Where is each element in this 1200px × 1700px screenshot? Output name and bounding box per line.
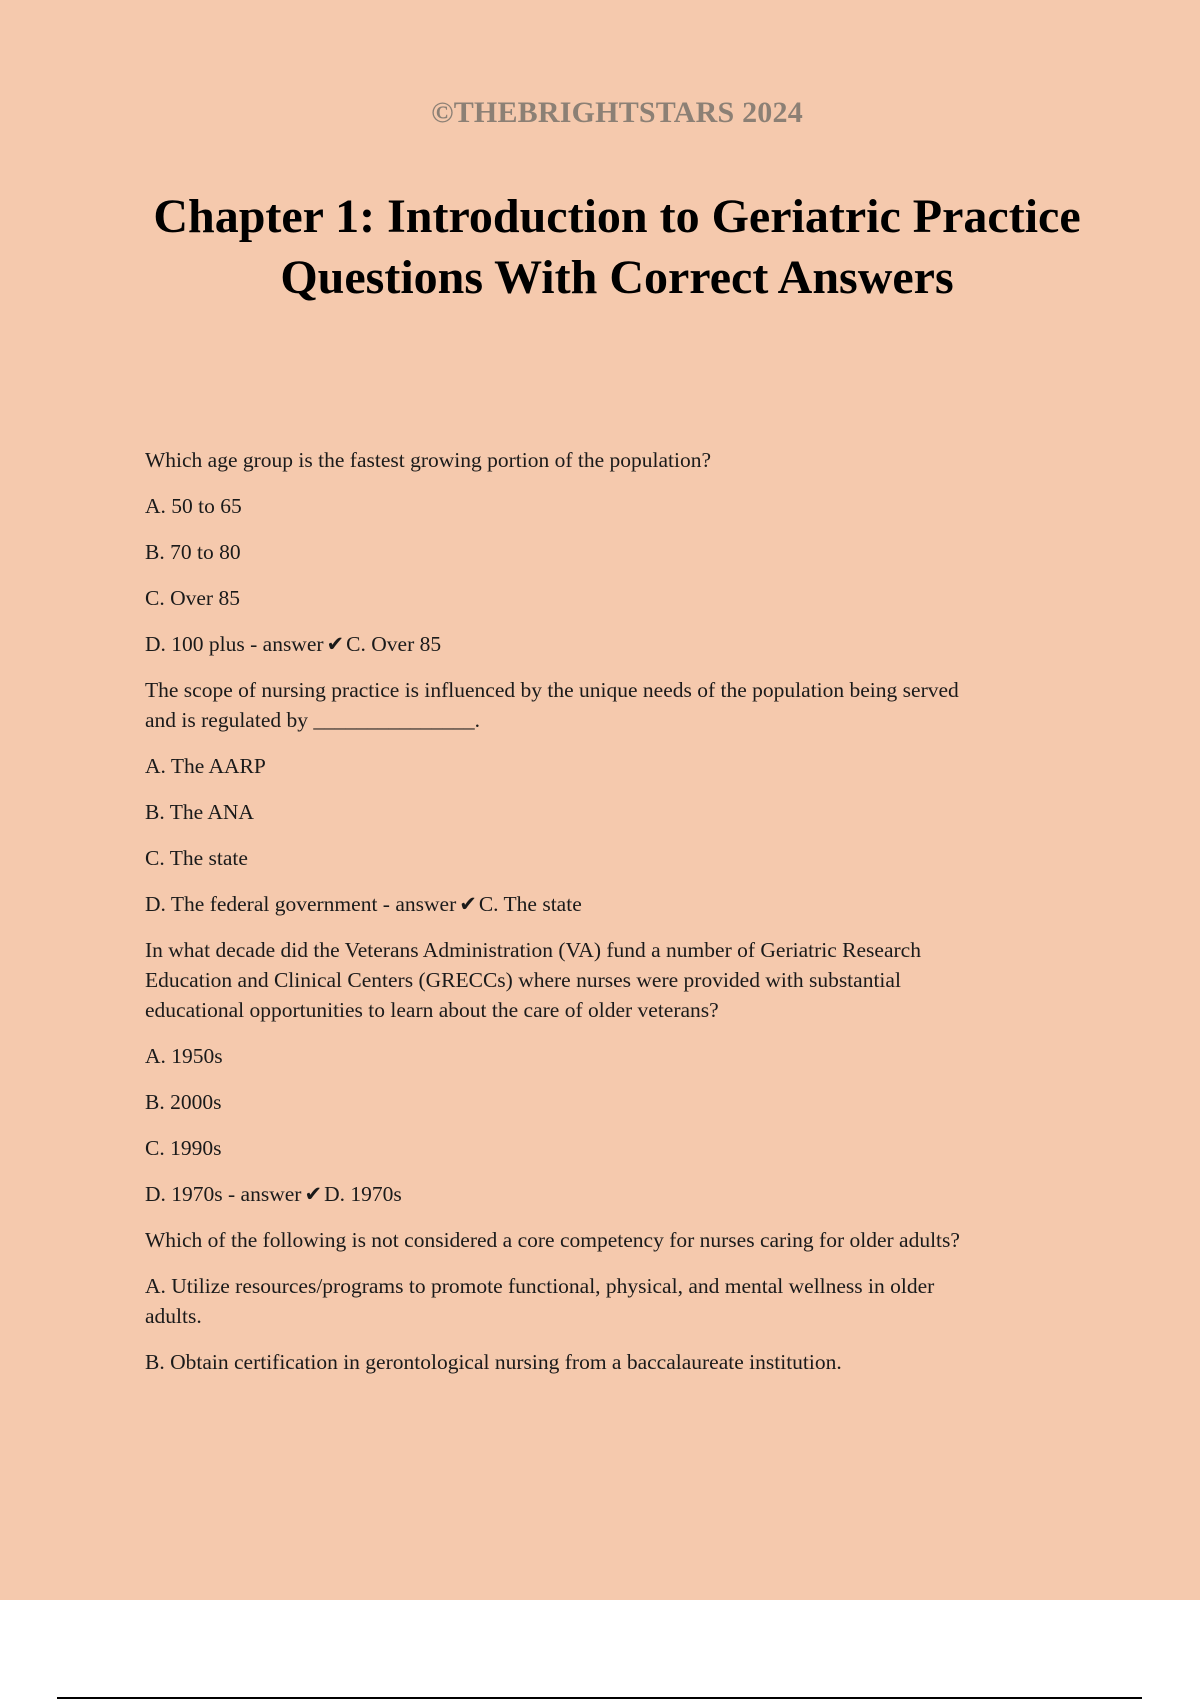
question-3-option-a: A. 1950s	[145, 1044, 223, 1068]
question-2-option-d: D. The federal government - answer	[145, 892, 457, 916]
question-4-option-a-line-2: adults.	[145, 1304, 202, 1328]
question-1-text: Which age group is the fastest growing portion of the population?	[145, 448, 712, 472]
page-divider	[57, 1697, 1142, 1699]
question-2-option-a: A. The AARP	[145, 754, 266, 778]
question-2-option-d-answer	[145, 889, 1085, 919]
page-title-line-1: Chapter 1: Introduction to Geriatric Practice	[153, 190, 1081, 243]
question-2-text-line-2: and is regulated by _______________.	[145, 708, 480, 732]
page-title-line-2: Questions With Correct Answers	[280, 251, 954, 304]
question-3-option-d-answer	[145, 1179, 1085, 1209]
check-mark-icon: ✔	[459, 892, 477, 916]
question-1-option-d: D. 100 plus - answer	[145, 632, 324, 656]
question-1-option-a: A. 50 to 65	[145, 494, 242, 518]
check-mark-icon: ✔	[304, 1182, 323, 1206]
question-2-option-b: B. The ANA	[145, 800, 254, 824]
copyright-watermark: ©THEBRIGHTSTARS 2024	[431, 96, 803, 129]
question-1-option-d-answer	[145, 629, 1085, 659]
question-3-option-b: B. 2000s	[145, 1090, 222, 1114]
question-3-text	[145, 935, 1085, 1025]
check-mark-icon: ✔	[326, 632, 345, 656]
question-3-text-line-3: educational opportunities to learn about the care of older veterans?	[145, 998, 719, 1022]
question-4-text: Which of the following is not considered a core competency for nurses caring for older adults?	[145, 1228, 960, 1252]
question-2-text-line-1: The scope of nursing practice is influenced by the unique needs of the population being served	[145, 678, 959, 702]
question-2-option-c: C. The state	[145, 846, 248, 870]
question-3-option-d: D. 1970s - answer	[145, 1182, 302, 1206]
question-list	[145, 445, 1085, 1393]
question-3-text-line-1: In what decade did the Veterans Administration (VA) fund a number of Geriatric Research	[145, 938, 921, 962]
question-3-correct-answer: D. 1970s	[324, 1182, 402, 1206]
question-1-option-c: C. Over 85	[145, 586, 240, 610]
question-2-text	[145, 675, 1085, 735]
page-title	[0, 186, 1200, 308]
question-1-option-b: B. 70 to 80	[145, 540, 241, 564]
question-2-correct-answer: C. The state	[478, 892, 582, 916]
question-4-option-b: B. Obtain certification in gerontological nursing from a baccalaureate institution.	[145, 1350, 842, 1374]
question-3-option-c: C. 1990s	[145, 1136, 222, 1160]
question-1-correct-answer: C. Over 85	[346, 632, 442, 656]
question-4-option-a-line-1: A. Utilize resources/programs to promote functional, physical, and mental wellness in older	[145, 1274, 935, 1298]
question-4-option-a	[145, 1271, 1085, 1331]
question-3-text-line-2: Education and Clinical Centers (GRECCs) where nurses were provided with substantial	[145, 968, 901, 992]
